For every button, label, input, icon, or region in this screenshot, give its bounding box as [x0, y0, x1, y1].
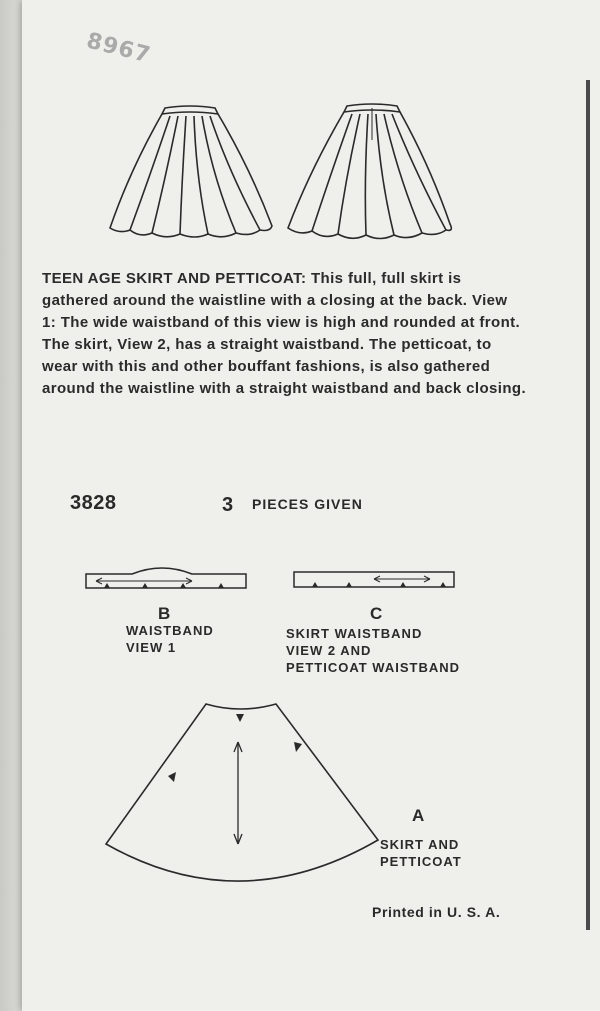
piece-c-letter: C — [370, 604, 383, 623]
piece-c-label: SKIRT WAISTBAND VIEW 2 AND PETTICOAT WAISTBAND — [286, 626, 461, 675]
piece-b-letter: B — [158, 604, 171, 623]
pieces-count: 3 — [222, 494, 234, 516]
description-heading: TEEN AGE SKIRT AND PETTICOAT: — [42, 270, 307, 287]
pattern-number: 3828 — [70, 492, 117, 514]
skirt-view-front-illustration — [100, 100, 280, 250]
piece-a-letter: A — [412, 806, 425, 825]
pieces-label: PIECES GIVEN — [252, 496, 363, 512]
skirt-view-back-illustration — [282, 100, 462, 250]
pattern-description — [42, 268, 526, 400]
envelope-border-line — [586, 80, 590, 930]
piece-b-waistband-diagram — [82, 562, 252, 596]
piece-c-waistband-diagram — [290, 566, 460, 594]
description-body: This full, full skirt is gathered around the waistline with a closing at the back. View 1: The wide waistband of this view is high and rounded at front. The skirt, View 2, has a straight waistband. The petticoat, to wear with this and other bouffant fashions, is also gathered around the waistline with a straight waistband and back closing. — [42, 270, 527, 397]
piece-a-label: SKIRT AND PETTICOAT — [380, 837, 462, 869]
piece-a-skirt-diagram — [100, 698, 390, 898]
handwritten-stamp-number: 8967 — [83, 28, 154, 69]
printed-in-usa: Printed in U. S. A. — [372, 904, 501, 920]
piece-b-label: WAISTBAND VIEW 1 — [126, 623, 214, 655]
paper-edge — [0, 0, 24, 1011]
